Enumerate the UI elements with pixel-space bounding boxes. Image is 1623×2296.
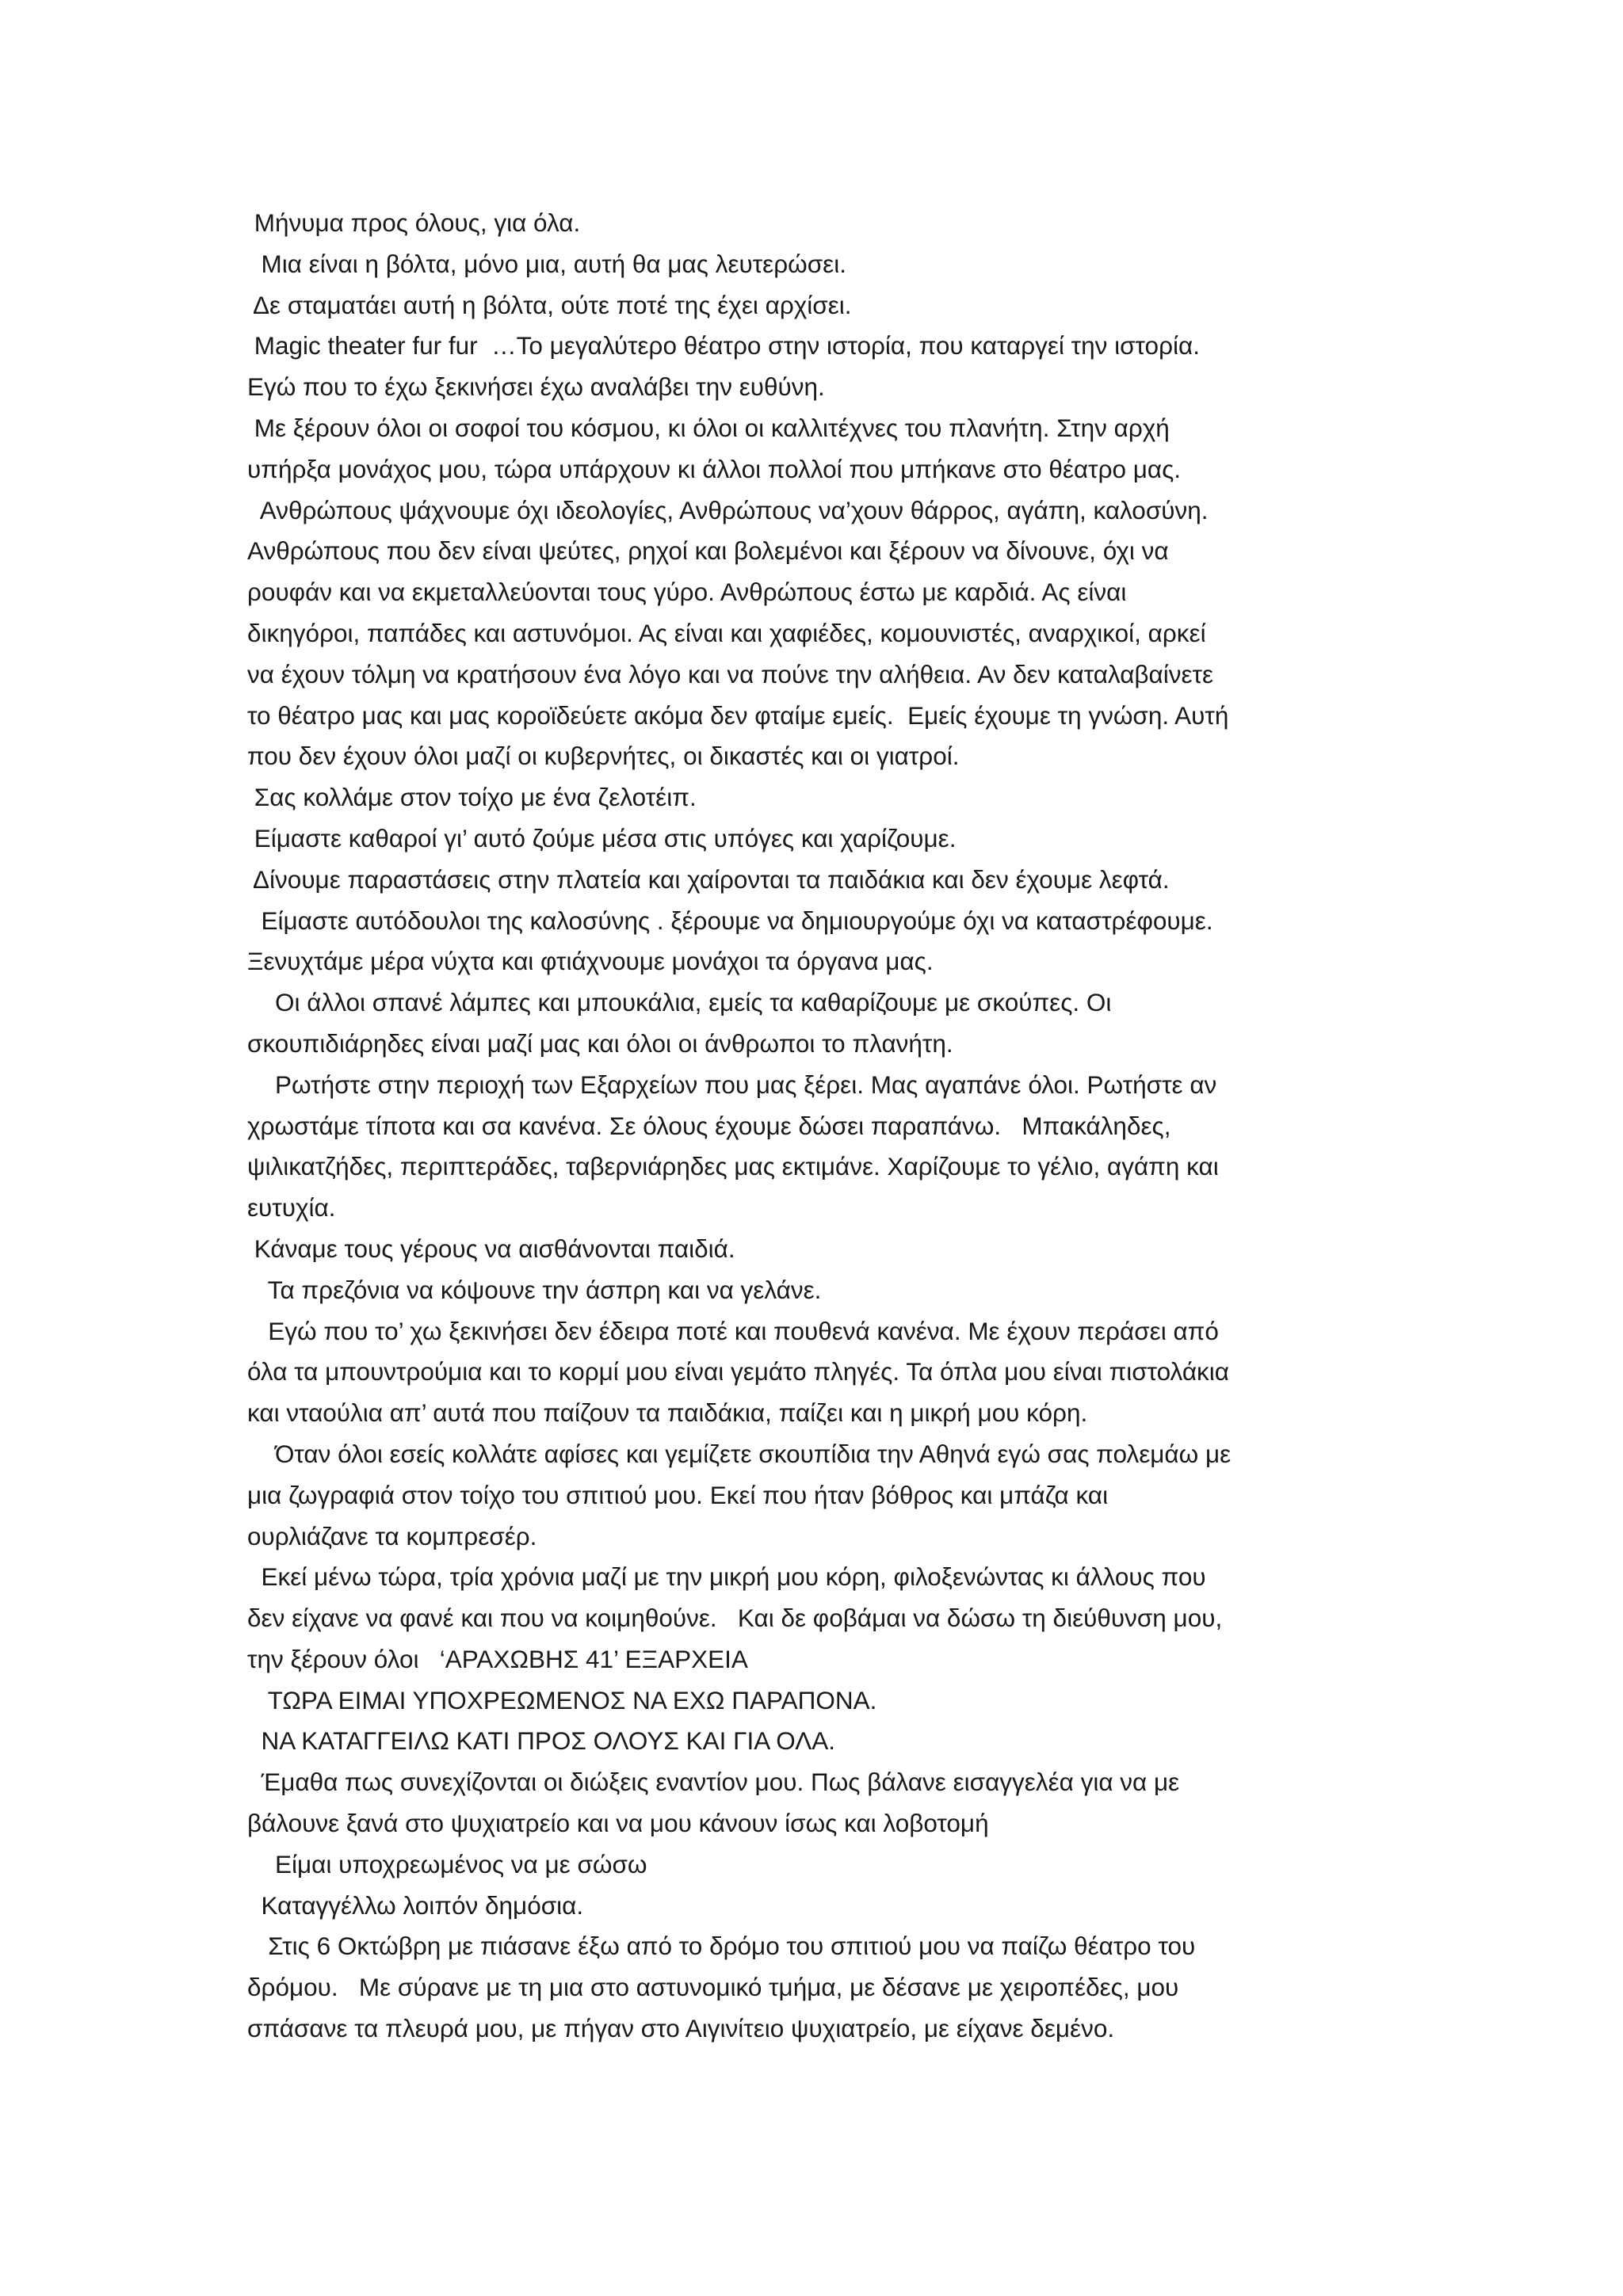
text-line: Δε σταματάει αυτή η βόλτα, ούτε ποτέ της έχει αρχίσει.	[247, 290, 852, 319]
text-line: Εκεί μένω τώρα, τρία χρόνια μαζί με την μικρή μου κόρη, φιλοξενώντας κι άλλους που	[247, 1562, 1206, 1592]
text-line: Μια είναι η βόλτα, μόνο μια, αυτή θα μας λευτερώσει.	[247, 249, 846, 278]
text-line: Οι άλλοι σπανέ λάμπες και μπουκάλια, εμείς τα καθαρίζουμε με σκούπες. Οι	[247, 988, 1112, 1017]
text-line: δεν είχανε να φανέ και που να κοιμηθούνε. Και δε φοβάμαι να δώσω τη διεύθυνση μου,	[247, 1604, 1223, 1633]
text-line: ΤΩΡΑ ΕΙΜΑΙ ΥΠΟΧΡΕΩΜΕΝΟΣ ΝΑ ΕΧΩ ΠΑΡΑΠΟΝΑ.	[247, 1685, 877, 1714]
text-line: ΝΑ ΚΑΤΑΓΓΕΙΛΩ ΚΑΤΙ ΠΡΟΣ ΟΛΟΥΣ ΚΑΙ ΓΙΑ ΟΛΑ.	[247, 1726, 836, 1756]
text-line: Ανθρώπους ψάχνουμε όχι ιδεολογίες, Ανθρώπους να’χουν θάρρος, αγάπη, καλοσύνη.	[247, 495, 1209, 524]
text-line: την ξέρουν όλοι ‘ΑΡΑΧΩΒΗΣ 41’ ΕΞΑΡΧΕΙΑ	[247, 1644, 748, 1673]
text-line: και νταούλια απ’ αυτά που παίζουν τα παιδάκια, παίζει και η μικρή μου κόρη.	[247, 1398, 1088, 1428]
text-line: υπήρξα μονάχος μου, τώρα υπάρχουν κι άλλοι πολλοί που μπήκανε στο θέατρο μας.	[247, 454, 1182, 483]
text-line: δρόμου. Με σύρανε με τη μια στο αστυνομικό τμήμα, με δέσανε με χειροπέδες, μου	[247, 1973, 1179, 2002]
text-line: ευτυχία.	[247, 1193, 336, 1222]
text-line: ψιλικατζήδες, περιπτεράδες, ταβερνιάρηδες μας εκτιμάνε. Χαρίζουμε το γέλιο, αγάπη και	[247, 1152, 1219, 1181]
text-line: δικηγόροι, παπάδες και αστυνόμοι. Ας είναι και χαφιέδες, κομουνιστές, αναρχικοί, αρκεί	[247, 618, 1206, 647]
text-line: Είμαστε αυτόδουλοι της καλοσύνης . ξέρουμε να δημιουργούμε όχι να καταστρέφουμε.	[247, 906, 1213, 935]
text-line: Σας κολλάμε στον τοίχο με ένα ζελοτέιπ.	[247, 783, 697, 812]
text-line: ρουφάν και να εκμεταλλεύονται τους γύρο. Ανθρώπους έστω με καρδιά. Ας είναι	[247, 578, 1127, 607]
text-line: Εγώ που το’ χω ξεκινήσει δεν έδειρα ποτέ και πουθενά κανένα. Με έχουν περάσει από	[247, 1316, 1219, 1345]
text-line: Είμαι υποχρεωμένος να με σώσω	[247, 1849, 647, 1878]
text-line: Ρωτήστε στην περιοχή των Εξαρχείων που μας ξέρει. Μας αγαπάνε όλοι. Ρωτήστε αν	[247, 1070, 1217, 1099]
text-line: σπάσανε τα πλευρά μου, με πήγαν στο Αιγινίτειο ψυχιατρείο, με είχανε δεμένο.	[247, 2014, 1115, 2043]
document-body-text	[247, 203, 1404, 2050]
text-line: το θέατρο μας και μας κοροϊδεύετε ακόμα δεν φταίμε εμείς. Εμείς έχουμε τη γνώση. Αυτή	[247, 700, 1229, 730]
text-line: μια ζωγραφιά στον τοίχο του σπιτιού μου. Εκεί που ήταν βόθρος και μπάζα και	[247, 1480, 1109, 1509]
text-line: Ανθρώπους που δεν είναι ψεύτες, ρηχοί και βολεμένοι και ξέρουν να δίνουνε, όχι να	[247, 536, 1169, 566]
text-line: Είμαστε καθαροί γι’ αυτό ζούμε μέσα στις υπόγες και χαρίζουμε.	[247, 823, 957, 852]
text-line: να έχουν τόλμη να κρατήσουν ένα λόγο και να πούνε την αλήθεια. Αν δεν καταλαβαίνετε	[247, 659, 1214, 688]
text-line: Μήνυμα προς όλους, για όλα.	[247, 208, 581, 237]
text-line: σκουπιδιάρηδες είναι μαζί μας και όλοι οι άνθρωποι το πλανήτη.	[247, 1028, 953, 1058]
text-line: Όταν όλοι εσείς κολλάτε αφίσες και γεμίζετε σκουπίδια την Αθηνά εγώ σας πολεμάω με	[247, 1439, 1232, 1468]
text-line: Έμαθα πως συνεχίζονται οι διώξεις εναντίον μου. Πως βάλανε εισαγγελέα για να με	[247, 1768, 1180, 1797]
text-line: Εγώ που το έχω ξεκινήσει έχω αναλάβει την ευθύνη.	[247, 372, 825, 402]
text-line: που δεν έχουν όλοι μαζί οι κυβερνήτες, οι δικαστές και οι γιατροί.	[247, 742, 960, 771]
text-line: Καταγγέλλω λοιπόν δημόσια.	[247, 1890, 584, 1920]
text-line: Με ξέρουν όλοι οι σοφοί του κόσμου, κι όλοι οι καλλιτέχνες του πλανήτη. Στην αρχή	[247, 413, 1170, 442]
text-line: Τα πρεζόνια να κόψουνε την άσπρη και να γελάνε.	[247, 1275, 822, 1304]
text-line: Magic theater fur fur …Το μεγαλύτερο θέατρο στην ιστορία, που καταργεί την ιστορία.	[247, 331, 1200, 360]
text-line: βάλουνε ξανά στο ψυχιατρείο και να μου κάνουν ίσως και λοβοτομή	[247, 1809, 989, 1838]
text-line: Ξενυχτάμε μέρα νύχτα και φτιάχνουμε μονάχοι τα όργανα μας.	[247, 947, 934, 976]
text-line: ουρλιάζανε τα κομπρεσέρ.	[247, 1521, 537, 1550]
text-line: Κάναμε τους γέρους να αισθάνονται παιδιά.	[247, 1234, 735, 1263]
text-line: Δίνουμε παραστάσεις στην πλατεία και χαίρονται τα παιδάκια και δεν έχουμε λεφτά.	[247, 864, 1170, 894]
text-line: χρωστάμε τίποτα και σα κανένα. Σε όλους έχουμε δώσει παραπάνω. Μπακάληδες,	[247, 1111, 1171, 1140]
text-line: Στις 6 Οκτώβρη με πιάσανε έξω από το δρόμο του σπιτιού μου να παίζω θέατρο του	[247, 1932, 1196, 1961]
text-line: όλα τα μπουντρούμια και το κορμί μου είναι γεμάτο πληγές. Τα όπλα μου είναι πιστολάκια	[247, 1357, 1230, 1386]
